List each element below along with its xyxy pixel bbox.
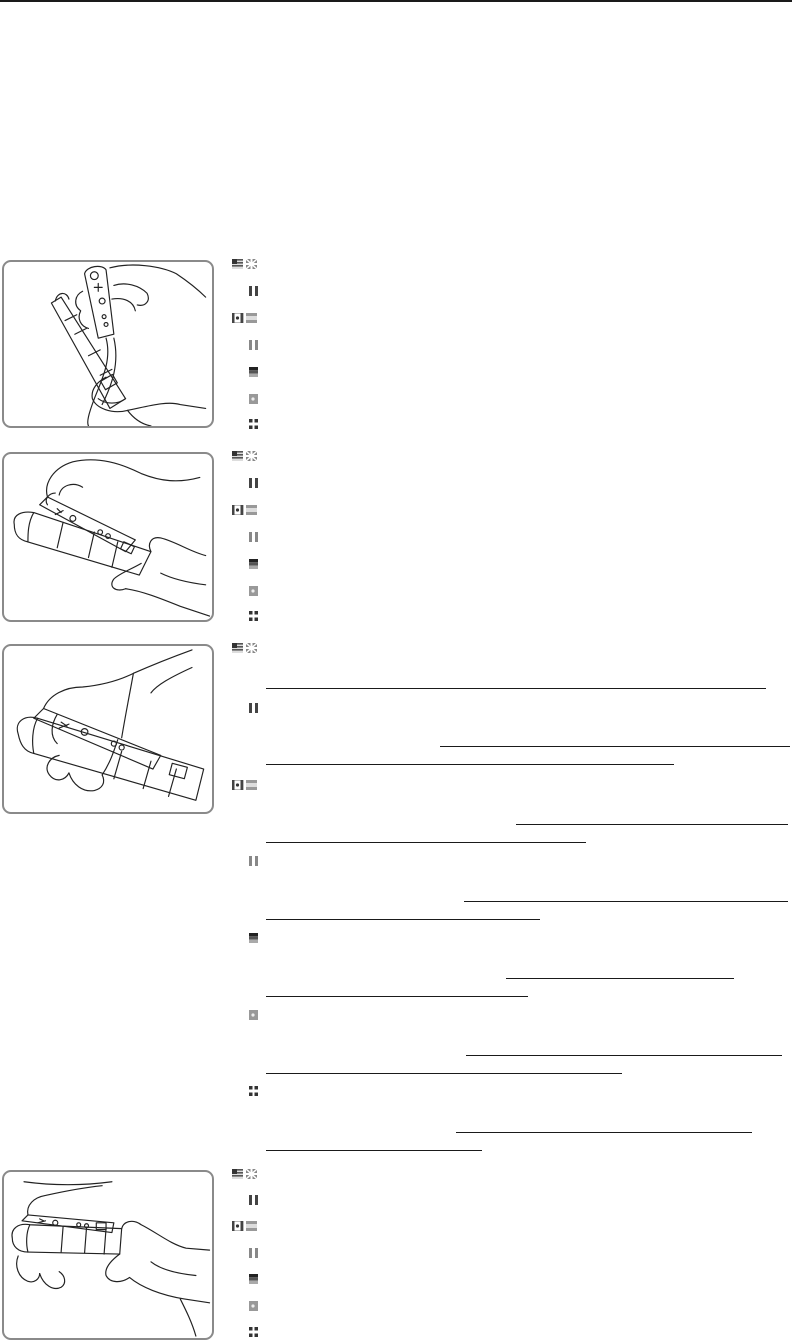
us-uk-flags-icon bbox=[232, 1169, 258, 1179]
underline-rule bbox=[456, 1132, 752, 1133]
fr-italy-flag-icon bbox=[249, 703, 258, 713]
step-4-illustration bbox=[2, 1170, 214, 1340]
underline-rule bbox=[266, 764, 674, 765]
underline-rule bbox=[266, 996, 528, 997]
underline-rule bbox=[266, 688, 766, 689]
italy-flag-icon bbox=[249, 532, 258, 542]
canada-spain-flags-icon bbox=[232, 505, 258, 515]
portugal-flag-icon bbox=[249, 394, 258, 404]
underline-rule bbox=[266, 842, 586, 843]
fr-italy-flag-icon bbox=[249, 1195, 258, 1205]
underline-rule bbox=[464, 901, 788, 902]
fr-italy-flag-icon bbox=[249, 478, 258, 488]
hands-sliding-remote-drawing bbox=[4, 1172, 212, 1338]
underline-rule bbox=[506, 978, 734, 979]
germany-flag-icon bbox=[249, 367, 258, 377]
germany-flag-icon bbox=[249, 933, 258, 943]
italy-flag-icon bbox=[249, 856, 258, 866]
netherlands-flag-icon bbox=[249, 1086, 258, 1096]
underline-rule bbox=[266, 1150, 482, 1151]
canada-spain-flags-icon bbox=[232, 313, 258, 323]
netherlands-flag-icon bbox=[249, 419, 258, 429]
italy-flag-icon bbox=[249, 1248, 258, 1258]
underline-rule bbox=[440, 746, 790, 747]
italy-flag-icon bbox=[249, 340, 258, 350]
hands-inserting-remote-drawing bbox=[4, 262, 212, 426]
portugal-flag-icon bbox=[249, 1301, 258, 1311]
germany-flag-icon bbox=[249, 1274, 258, 1284]
step-1-illustration bbox=[2, 260, 214, 428]
hand-holding-assembled-hilt-drawing bbox=[4, 646, 212, 812]
underline-rule bbox=[266, 919, 540, 920]
hands-pressing-remote-drawing bbox=[4, 454, 212, 620]
canada-spain-flags-icon bbox=[232, 780, 258, 790]
netherlands-flag-icon bbox=[249, 611, 258, 621]
underline-rule bbox=[516, 824, 788, 825]
us-uk-flags-icon bbox=[232, 643, 258, 653]
fr-italy-flag-icon bbox=[249, 286, 258, 296]
step-2-illustration bbox=[2, 452, 214, 622]
us-uk-flags-icon bbox=[232, 451, 258, 461]
underline-rule bbox=[466, 1055, 782, 1056]
canada-spain-flags-icon bbox=[232, 1221, 258, 1231]
underline-rule bbox=[266, 1073, 622, 1074]
germany-flag-icon bbox=[249, 559, 258, 569]
netherlands-flag-icon bbox=[249, 1327, 258, 1337]
step-3-illustration bbox=[2, 644, 214, 814]
portugal-flag-icon bbox=[249, 586, 258, 596]
top-rule bbox=[0, 0, 792, 2]
us-uk-flags-icon bbox=[232, 259, 258, 269]
portugal-flag-icon bbox=[249, 1010, 258, 1020]
